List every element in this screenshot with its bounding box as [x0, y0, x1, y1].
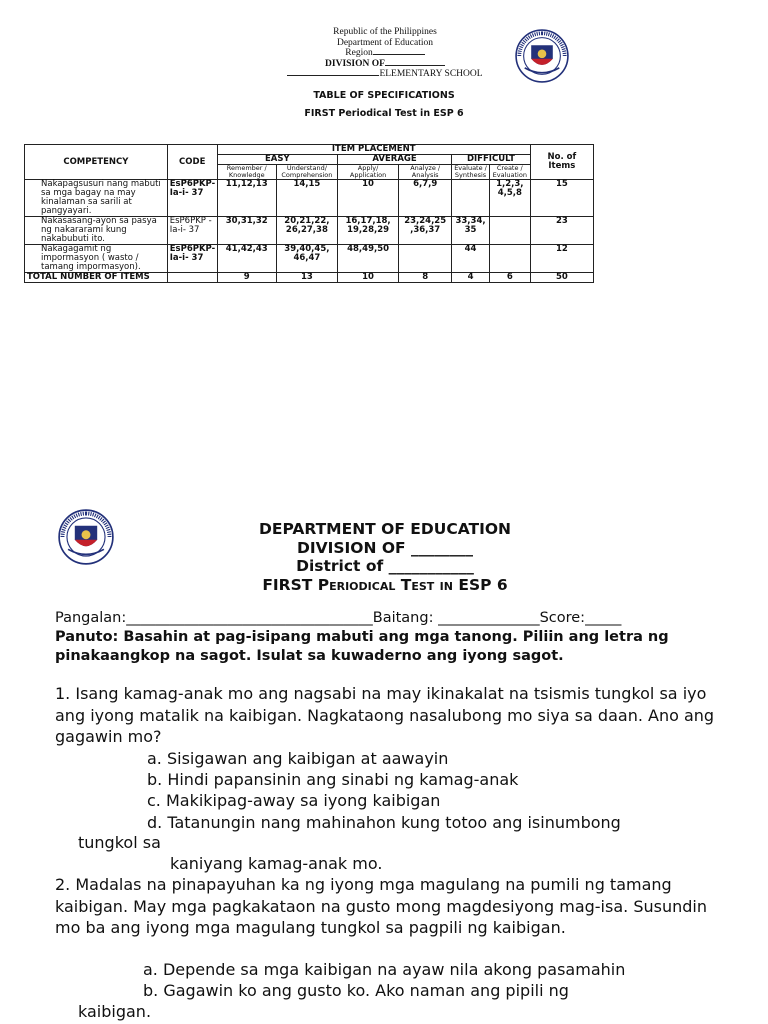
tos-title: TABLE OF SPECIFICATIONS	[313, 90, 455, 101]
remember-header: Remember / Knowledge	[217, 165, 276, 180]
question-1: 1. Isang kamag-anak mo ang nagsabi na may ikinakalat na tsismis tungkol sa iyo ang iyong matalik na kaibigan. Nagkataong nasalubong mo siya sa daan. Ano ang gagawin mo?	[55, 684, 715, 746]
deped-line: Department of Education	[336, 37, 434, 48]
deped-seal-icon	[58, 509, 114, 565]
total-understand: 13	[276, 273, 337, 283]
table-row	[25, 245, 594, 273]
easy-header: EASY	[217, 155, 337, 165]
table-row	[25, 180, 594, 217]
apply-cell: 10	[337, 180, 398, 217]
understand-cell: 39,40,45, 46,47	[276, 245, 337, 273]
code-cell: EsP6PKP - Ia-i- 37	[167, 217, 217, 245]
no-items-header: No. of Items	[530, 145, 593, 180]
difficult-header: DIFFICULT	[452, 155, 531, 165]
tos-header	[230, 27, 540, 80]
code-cell: EsP6PKP- Ia-i- 37	[167, 245, 217, 273]
district-title: District of ___________	[296, 557, 474, 575]
create-cell	[489, 217, 530, 245]
q1-option-d: d. Tatanungin nang mahinahon kung totoo ang isinumbong	[147, 813, 621, 832]
remember-cell: 11,12,13	[217, 180, 276, 217]
competency-cell: Nakagagamit ng impormasyon ( wasto / tamang impormasyon).	[25, 245, 168, 273]
division-line: DIVISION OF	[230, 59, 540, 70]
create-cell	[489, 245, 530, 273]
test-header	[160, 520, 610, 594]
q2-option-b: b. Gagawin ko ang gusto ko. Ako naman ang pipili ng	[143, 981, 569, 1000]
header-row-1	[25, 145, 594, 155]
q1-option-b: b. Hindi papansinin ang sinabi ng kamag-anak	[147, 770, 519, 789]
average-header: AVERAGE	[337, 155, 451, 165]
region-line: Region	[230, 48, 540, 59]
tos-subtitle: FIRST Periodical Test in ESP 6	[304, 108, 464, 119]
remember-cell: 30,31,32	[217, 217, 276, 245]
total-items: 50	[530, 273, 593, 283]
q1-option-a: a. Sisigawan ang kaibigan at aawayin	[147, 749, 449, 768]
division-title: DIVISION OF ________	[296, 538, 474, 557]
code-header: CODE	[167, 145, 217, 180]
republic-line: Republic of the Philippines	[333, 27, 437, 37]
q1-option-c: c. Makikipag-away sa iyong kaibigan	[147, 791, 441, 810]
q2-option-b-cont: kaibigan.	[78, 1002, 152, 1021]
specifications-table	[24, 144, 594, 283]
create-header: Create / Evaluation	[489, 165, 530, 180]
evaluate-cell: 44	[452, 245, 490, 273]
total-apply: 10	[337, 273, 398, 283]
q1-option-d-cont: tungkol sa	[78, 833, 161, 852]
understand-header: Understand/ Comprehension	[276, 165, 337, 180]
school-line: ELEMENTARY SCHOOL	[230, 69, 540, 80]
total-analyze: 8	[399, 273, 452, 283]
competency-cell: Nakapagsusuri nang mabuti sa mga bagay na may kinalaman sa sarili at pangyayari.	[25, 180, 168, 217]
create-cell: 1,2,3, 4,5,8	[489, 180, 530, 217]
instructions: Panuto: Basahin at pag-isipang mabuti ang mga tanong. Piliin ang letra ng pinakaangkop na sagot. Isulat sa kuwaderno ang iyong sagot.	[55, 629, 669, 664]
total-row	[25, 273, 594, 283]
evaluate-cell: 33,34, 35	[452, 217, 490, 245]
student-info-line: Pangalan:__________________________________Baitang: ______________Score:_____	[55, 610, 622, 626]
deped-seal-icon	[515, 29, 569, 83]
items-cell: 12	[530, 245, 593, 273]
total-code-cell	[167, 273, 217, 283]
q2-option-a: a. Depende sa mga kaibigan na ayaw nila akong pasamahin	[143, 960, 626, 979]
remember-cell: 41,42,43	[217, 245, 276, 273]
analyze-cell	[399, 245, 452, 273]
analyze-cell: 23,24,25 ,36,37	[399, 217, 452, 245]
analyze-cell: 6,7,9	[399, 180, 452, 217]
q1-option-d-cont2: kaniyang kamag-anak mo.	[170, 854, 383, 873]
apply-cell: 16,17,18, 19,28,29	[337, 217, 398, 245]
total-create: 6	[489, 273, 530, 283]
apply-header: Apply/ Application	[337, 165, 398, 180]
evaluate-header: Evaluate / Synthesis	[452, 165, 490, 180]
item-placement-header: ITEM PLACEMENT	[217, 145, 530, 155]
items-cell: 15	[530, 180, 593, 217]
understand-cell: 20,21,22, 26,27,38	[276, 217, 337, 245]
test-title: FIRST Periodical Test in ESP 6	[262, 575, 508, 594]
question-2: 2. Madalas na pinapayuhan ka ng iyong mga magulang na pumili ng tamang kaibigan. May mga pagkakataon na gusto mong magdesiyong mag-isa. Susundin mo ba ang iyong mga magulang tungkol sa pagpili ng kaibigan.	[55, 875, 707, 937]
total-label: TOTAL NUMBER OF ITEMS	[25, 273, 168, 283]
understand-cell: 14,15	[276, 180, 337, 217]
competency-header: COMPETENCY	[25, 145, 168, 180]
table-row	[25, 217, 594, 245]
code-cell: EsP6PKP- Ia-i- 37	[167, 180, 217, 217]
apply-cell: 48,49,50	[337, 245, 398, 273]
total-remember: 9	[217, 273, 276, 283]
total-evaluate: 4	[452, 273, 490, 283]
items-cell: 23	[530, 217, 593, 245]
evaluate-cell	[452, 180, 490, 217]
competency-cell: Nakasasang-ayon sa pasya ng nakararami kung nakabubuti ito.	[25, 217, 168, 245]
dept-title: DEPARTMENT OF EDUCATION	[258, 520, 511, 538]
analyze-header: Analyze / Analysis	[399, 165, 452, 180]
